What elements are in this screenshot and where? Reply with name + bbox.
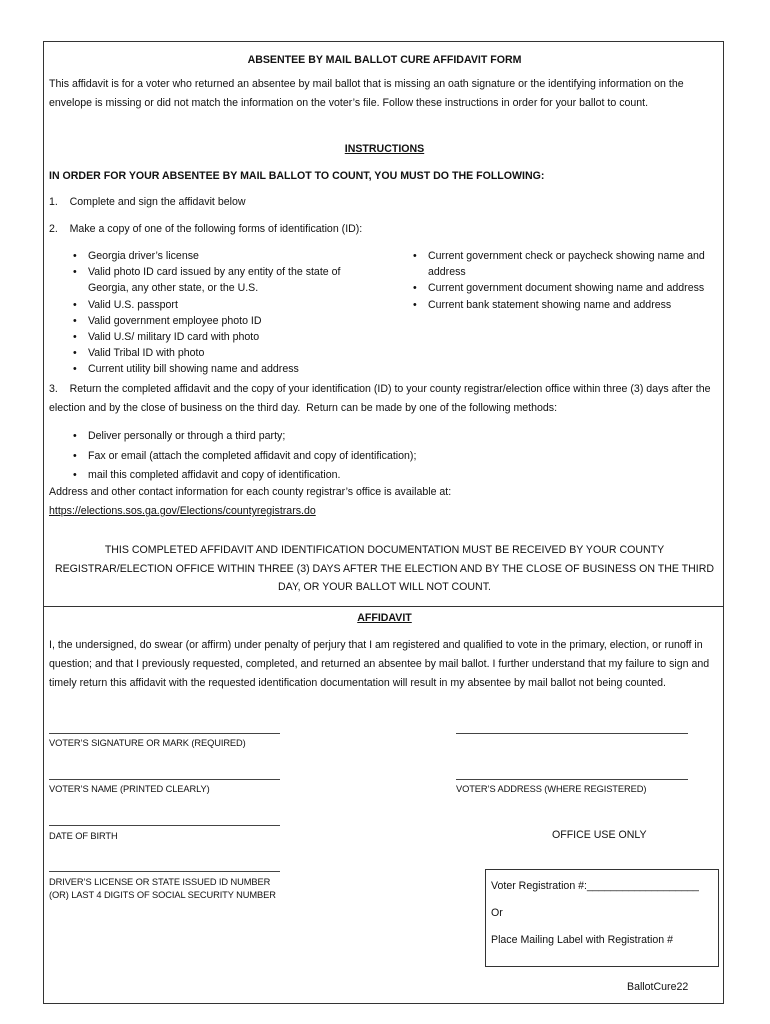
id-item: • Valid U.S. passport	[70, 297, 370, 313]
id-item: • Valid photo ID card issued by any entity of the state of Georgia, any other state, or the U.S.	[70, 264, 370, 296]
dob-label: DATE OF BIRTH	[49, 831, 118, 841]
address-line[interactable]	[456, 779, 688, 780]
instructions-heading: INSTRUCTIONS	[344, 143, 425, 155]
address-label: VOTER’S ADDRESS (WHERE REGISTERED)	[456, 784, 647, 794]
address-info: Address and other contact information for each county registrar’s office is available at:	[49, 486, 452, 498]
warning-text: THIS COMPLETED AFFIDAVIT AND IDENTIFICATION DOCUMENTATION MUST BE RECEIVED BY YOUR COUNTY REGISTRAR/ELECTION OFFICE WITHIN THREE (3) DAYS AFTER THE ELECTION AND BY THE CLOSE OF BUSINESS ON THE THIRD DAY, OR YOUR BALLOT WILL NOT COUNT.	[54, 544, 715, 593]
registrars-link[interactable]: https://elections.sos.ga.gov/Elections/countyregistrars.do	[49, 505, 316, 517]
id-item: • Current bank statement showing name and address	[410, 297, 710, 313]
voter-registration-field[interactable]: Voter Registration #:___________________	[491, 880, 699, 892]
signature-line[interactable]	[49, 733, 280, 734]
intro-paragraph: This affidavit is for a voter who returned an absentee by mail ballot that is missing an oath signature or the identifying information on the envelope is missing or did not match the information on the voter’s file. Follow these instructions in order for your ballot to count.	[49, 78, 684, 109]
mailing-label-text: Place Mailing Label with Registration #	[491, 934, 673, 946]
id-number-label-1: DRIVER’S LICENSE OR STATE ISSUED ID NUMBER	[49, 877, 271, 887]
extra-signature-line[interactable]	[456, 733, 688, 734]
return-method-item: • mail this completed affidavit and copy of identification.	[70, 466, 710, 486]
signature-label: VOTER’S SIGNATURE OR MARK (REQUIRED)	[49, 738, 246, 748]
dob-line[interactable]	[49, 825, 280, 826]
must-do-heading: IN ORDER FOR YOUR ABSENTEE BY MAIL BALLOT TO COUNT, YOU MUST DO THE FOLLOWING:	[49, 170, 545, 182]
step-1: 1. Complete and sign the affidavit below	[49, 196, 246, 208]
office-use-box	[485, 869, 719, 967]
id-item: • Valid Tribal ID with photo	[70, 345, 370, 361]
or-text: Or	[491, 907, 503, 919]
id-item: • Valid government employee photo ID	[70, 313, 370, 329]
id-number-label-2: (OR) LAST 4 DIGITS OF SOCIAL SECURITY NUMBER	[49, 890, 276, 900]
office-use-heading: OFFICE USE ONLY	[552, 829, 647, 841]
id-item: • Current government document showing name and address	[410, 280, 710, 296]
affidavit-text: I, the undersigned, do swear (or affirm) under penalty of perjury that I am registered and qualified to vote in the primary, election, or runoff in question; and that I previously requested, completed, and returned an absentee by mail ballot. I further understand that my failure to sign and timely return this affidavit with the requested identification documentation will result in my absentee by mail ballot not being counted.	[49, 639, 710, 689]
id-number-line[interactable]	[49, 871, 280, 872]
id-item: • Current government check or paycheck showing name and address	[410, 248, 710, 280]
id-list-left	[70, 248, 370, 378]
affidavit-heading: AFFIDAVIT	[357, 612, 412, 624]
step-2: 2. Make a copy of one of the following forms of identification (ID):	[49, 223, 363, 235]
return-method-item: • Deliver personally or through a third party;	[70, 427, 710, 447]
name-line[interactable]	[49, 779, 280, 780]
step-3: 3. Return the completed affidavit and the copy of your identification (ID) to your county registrar/election office within three (3) days after the election and by the close of business on the third day. Return can be made by one of the following methods:	[49, 383, 714, 414]
id-item: • Georgia driver’s license	[70, 248, 370, 264]
return-method-item: • Fax or email (attach the completed affidavit and copy of identification);	[70, 447, 710, 467]
return-methods-list	[70, 427, 710, 486]
affidavit-form	[43, 41, 724, 1004]
id-list-right	[410, 248, 710, 313]
form-title: ABSENTEE BY MAIL BALLOT CURE AFFIDAVIT FORM	[247, 54, 522, 66]
name-label: VOTER’S NAME (PRINTED CLEARLY)	[49, 784, 210, 794]
instructions-section	[44, 42, 723, 607]
id-item: • Current utility bill showing name and address	[70, 361, 370, 377]
form-code: BallotCure22	[627, 981, 689, 993]
id-item: • Valid U.S/ military ID card with photo	[70, 329, 370, 345]
